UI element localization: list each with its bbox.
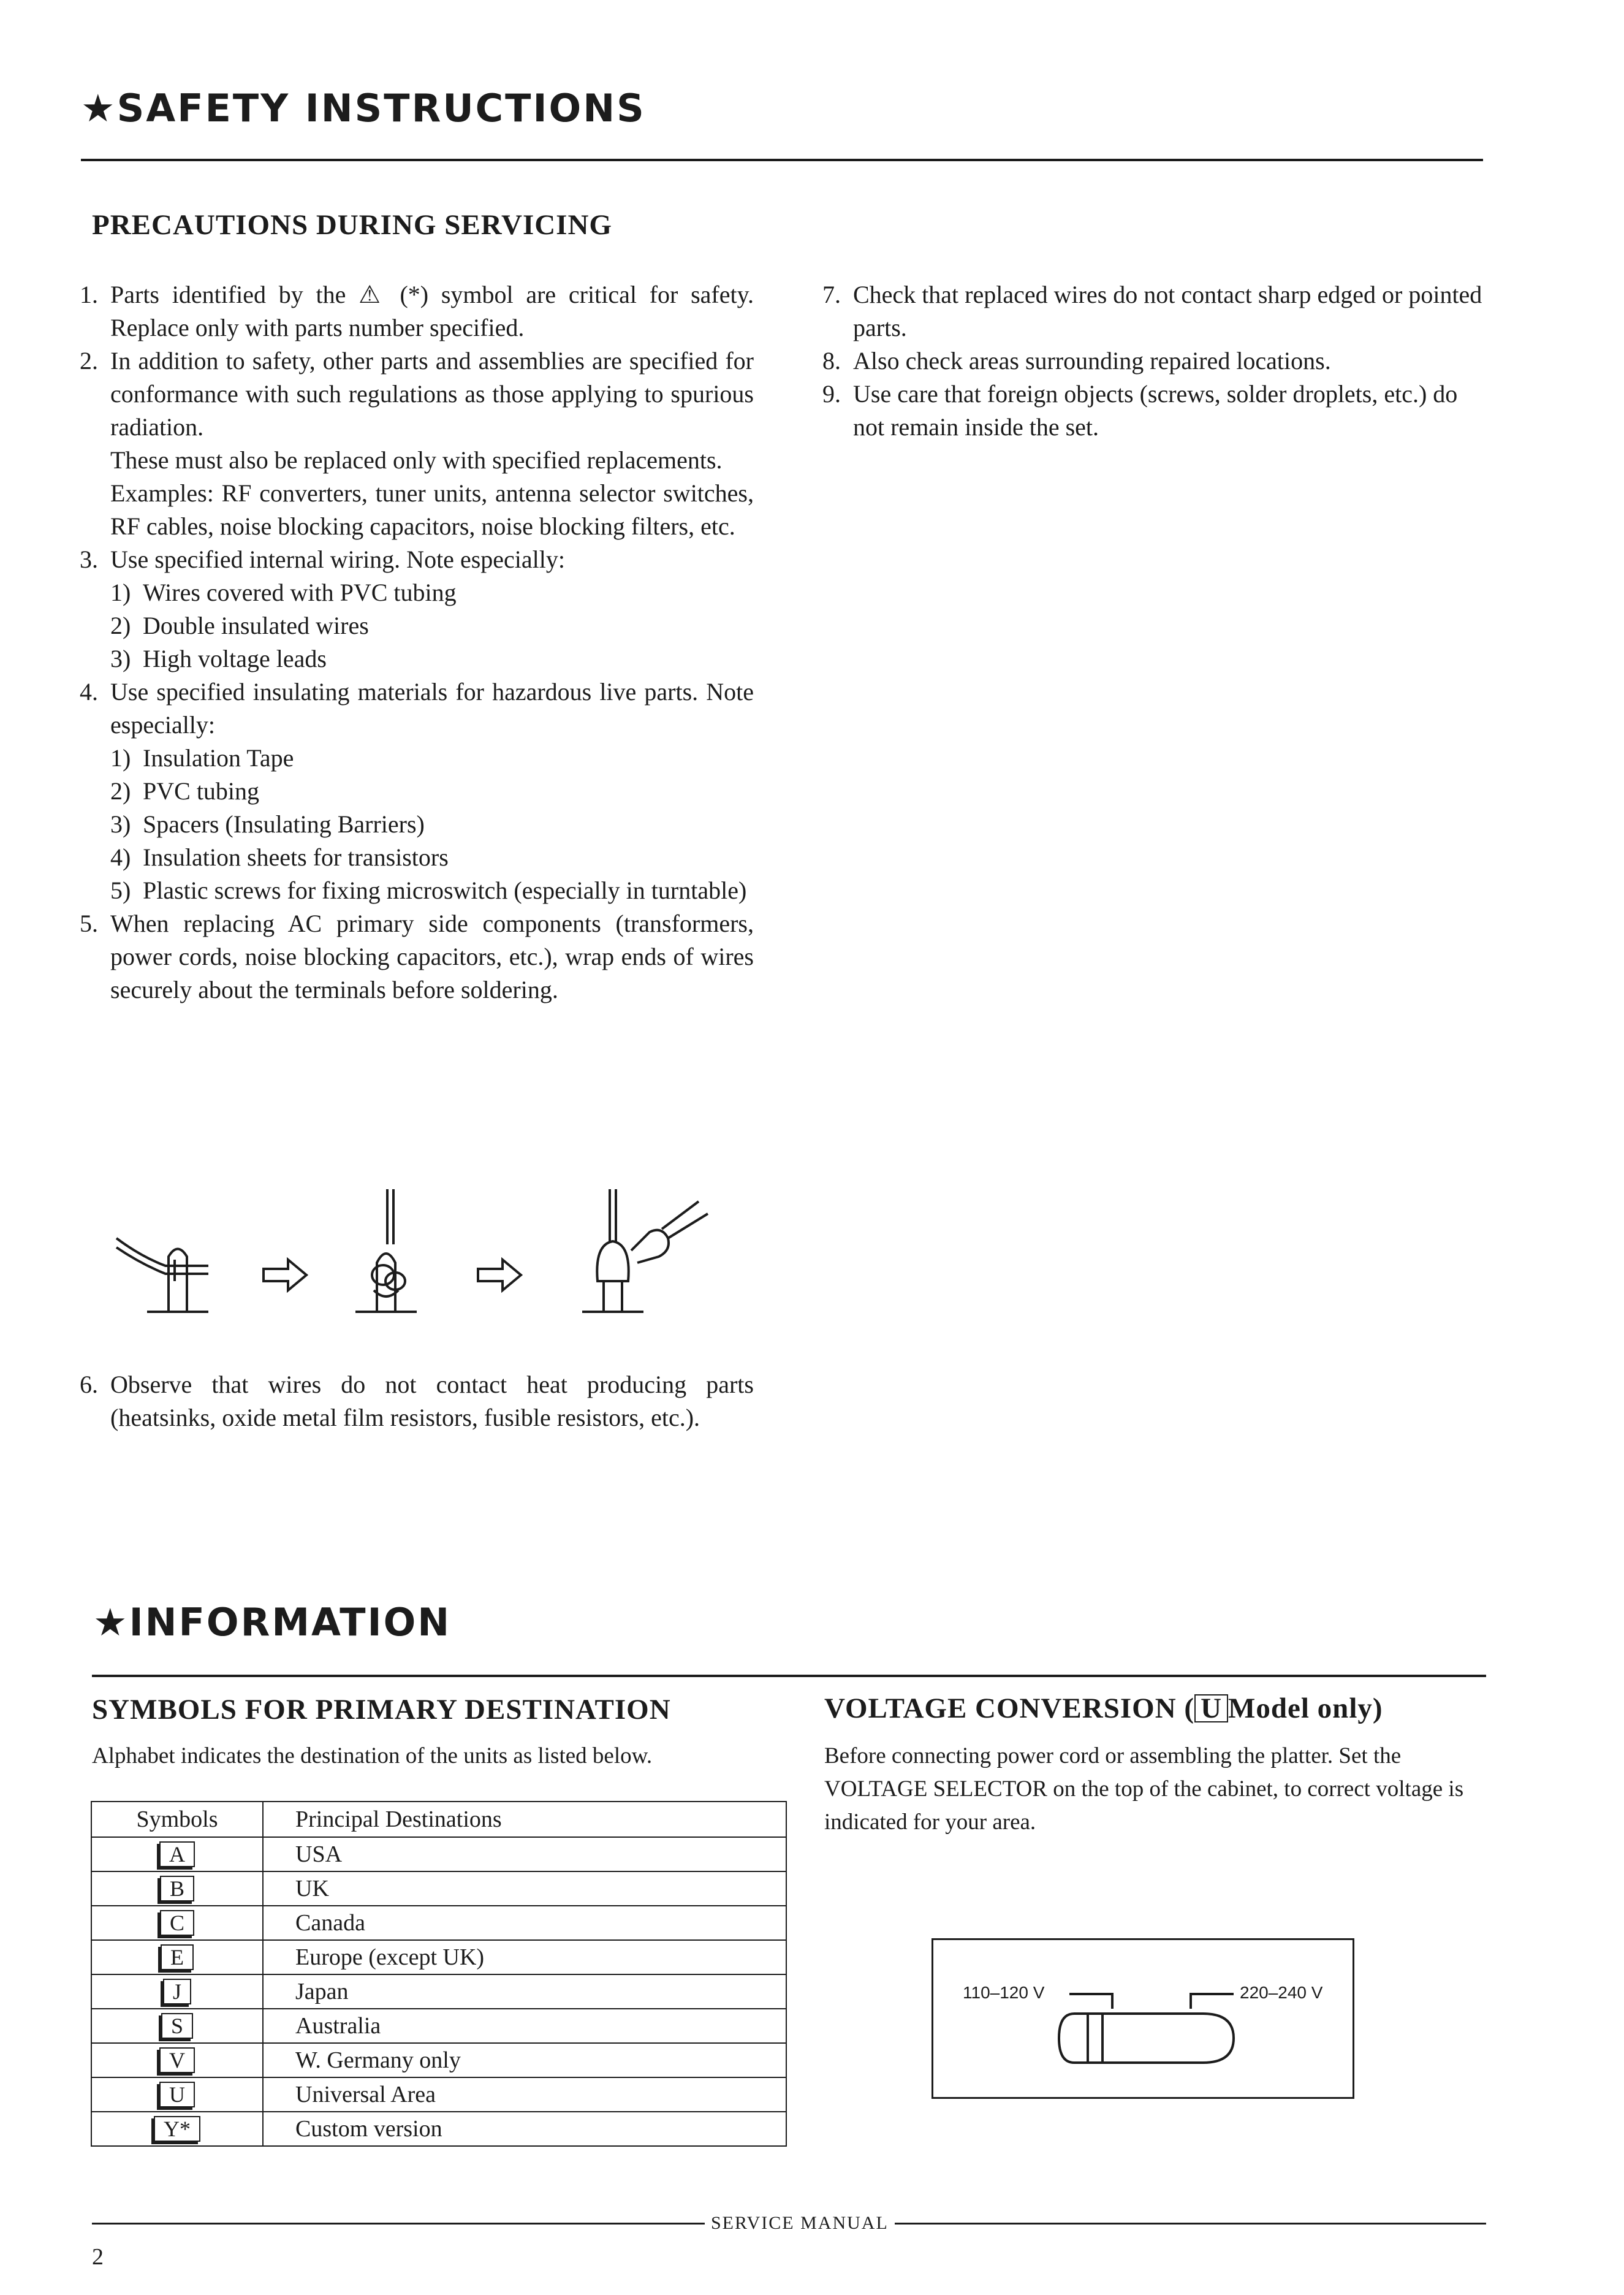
- symbol-code: J: [163, 1979, 191, 2004]
- table-row: [91, 1974, 786, 2009]
- symbol-code: A: [159, 1841, 195, 1867]
- destination-cell: Universal Area: [263, 2077, 786, 2112]
- table-row: [91, 2009, 786, 2043]
- information-title: ★INFORMATION: [93, 1600, 452, 1645]
- title-rule: [81, 159, 1483, 161]
- destination-cell: W. Germany only: [263, 2043, 786, 2077]
- destination-cell: Europe (except UK): [263, 1940, 786, 1974]
- column-header-destinations: Principal Destinations: [263, 1802, 786, 1837]
- arrow-right-icon: [264, 1260, 306, 1290]
- symbols-intro: Alphabet indicates the destination of the units as listed below.: [92, 1743, 653, 1768]
- voltage-label-right: 220–240 V: [1240, 1983, 1323, 2002]
- footer-label: SERVICE MANUAL: [711, 2213, 889, 2233]
- symbol-code: E: [161, 1944, 194, 1970]
- table-row: [91, 1940, 786, 1974]
- wire-wrapping-illustration: [110, 1183, 748, 1324]
- destination-cell: Australia: [263, 2009, 786, 2043]
- symbol-code: S: [161, 2013, 193, 2039]
- precaution-item-6: 6. Observe that wires do not contact heat producing parts (heatsinks, oxide metal film resistors, fusible resistors, etc.).: [80, 1371, 754, 1431]
- list-item: 7. Check that replaced wires do not contact sharp edged or pointed parts.: [822, 281, 1482, 341]
- list-item: 9. Use care that foreign objects (screws, solder droplets, etc.) do not remain inside the set.: [822, 380, 1458, 441]
- destination-cell: Custom version: [263, 2112, 786, 2146]
- footer-rule-right: [895, 2223, 1486, 2225]
- voltage-label-left: 110–120 V: [963, 1983, 1045, 2002]
- destination-cell: Japan: [263, 1974, 786, 2009]
- destination-cell: Canada: [263, 1906, 786, 1940]
- table-header-row: [91, 1802, 786, 1837]
- page-number: 2: [92, 2244, 104, 2270]
- table-row: [91, 1837, 786, 1871]
- list-item: 3. Use specified internal wiring. Note especially: 1) Wires covered with PVC tubing 2) Double insulated wires 3) High voltage leads: [80, 546, 565, 672]
- voltage-heading: VOLTAGE CONVERSION ( U Model only): [824, 1692, 1383, 1724]
- voltage-text: Before connecting power cord or assembling the platter. Set the VOLTAGE SELECTOR on the top of the cabinet, to correct voltage is indicated for your area.: [824, 1743, 1464, 1835]
- safety-title: ★SAFETY INSTRUCTIONS: [81, 86, 646, 131]
- symbol-code: C: [160, 1910, 194, 1936]
- list-item: 2. In addition to safety, other parts and assemblies are specified for conformance with such regulations as those applying to spurious radiation. These must also be replaced only with specified replacements. Examples: RF converters, tuner units, antenna selector switches, RF cables, noise blocking capacitors, noise blocking filters, etc.: [80, 347, 754, 540]
- terminal-soldered-icon: [582, 1189, 708, 1312]
- precautions-list-left: [80, 278, 754, 1007]
- destination-cell: USA: [263, 1837, 786, 1871]
- model-code-box: U: [1194, 1694, 1228, 1722]
- symbol-code: U: [159, 2082, 195, 2107]
- voltage-selector-diagram: [932, 1938, 1354, 2099]
- symbol-code: B: [160, 1876, 194, 1901]
- symbol-code: V: [159, 2047, 195, 2073]
- list-item: 1. Parts identified by the ⚠ (*) symbol are critical for safety. Replace only with parts number specified.: [80, 281, 754, 341]
- column-header-symbols: Symbols: [91, 1802, 263, 1837]
- arrow-right-icon: [478, 1260, 521, 1290]
- precautions-list-right: [822, 278, 1484, 444]
- destination-cell: UK: [263, 1871, 786, 1906]
- table-row: [91, 2077, 786, 2112]
- terminal-before-icon: [116, 1238, 208, 1312]
- list-item: 5. When replacing AC primary side components (transformers, power cords, noise blocking capacitors, etc.), wrap ends of wires securely about the terminals before soldering.: [80, 910, 754, 1003]
- destination-table: [91, 1801, 787, 2147]
- symbol-code: Y*: [154, 2116, 200, 2142]
- list-item: 8. Also check areas surrounding repaired locations.: [822, 347, 1331, 375]
- symbols-heading: SYMBOLS FOR PRIMARY DESTINATION: [92, 1694, 671, 1726]
- information-rule: [92, 1675, 1486, 1677]
- footer-rule-left: [92, 2223, 705, 2225]
- list-item: 4. Use specified insulating materials for hazardous live parts. Note especially: 1) Insulation Tape 2) PVC tubing 3) Spacers (Insulating Barriers) 4) Insulation sheets for transistors 5) Plastic screws for fixing microswitch (especially in turntable): [80, 678, 754, 904]
- table-row: [91, 1906, 786, 1940]
- table-row: [91, 2112, 786, 2146]
- voltage-switch-icon: [933, 1940, 1353, 2097]
- table-row: [91, 2043, 786, 2077]
- precautions-heading: PRECAUTIONS DURING SERVICING: [92, 209, 612, 241]
- table-row: [91, 1871, 786, 1906]
- terminal-wrapped-icon: [355, 1189, 417, 1312]
